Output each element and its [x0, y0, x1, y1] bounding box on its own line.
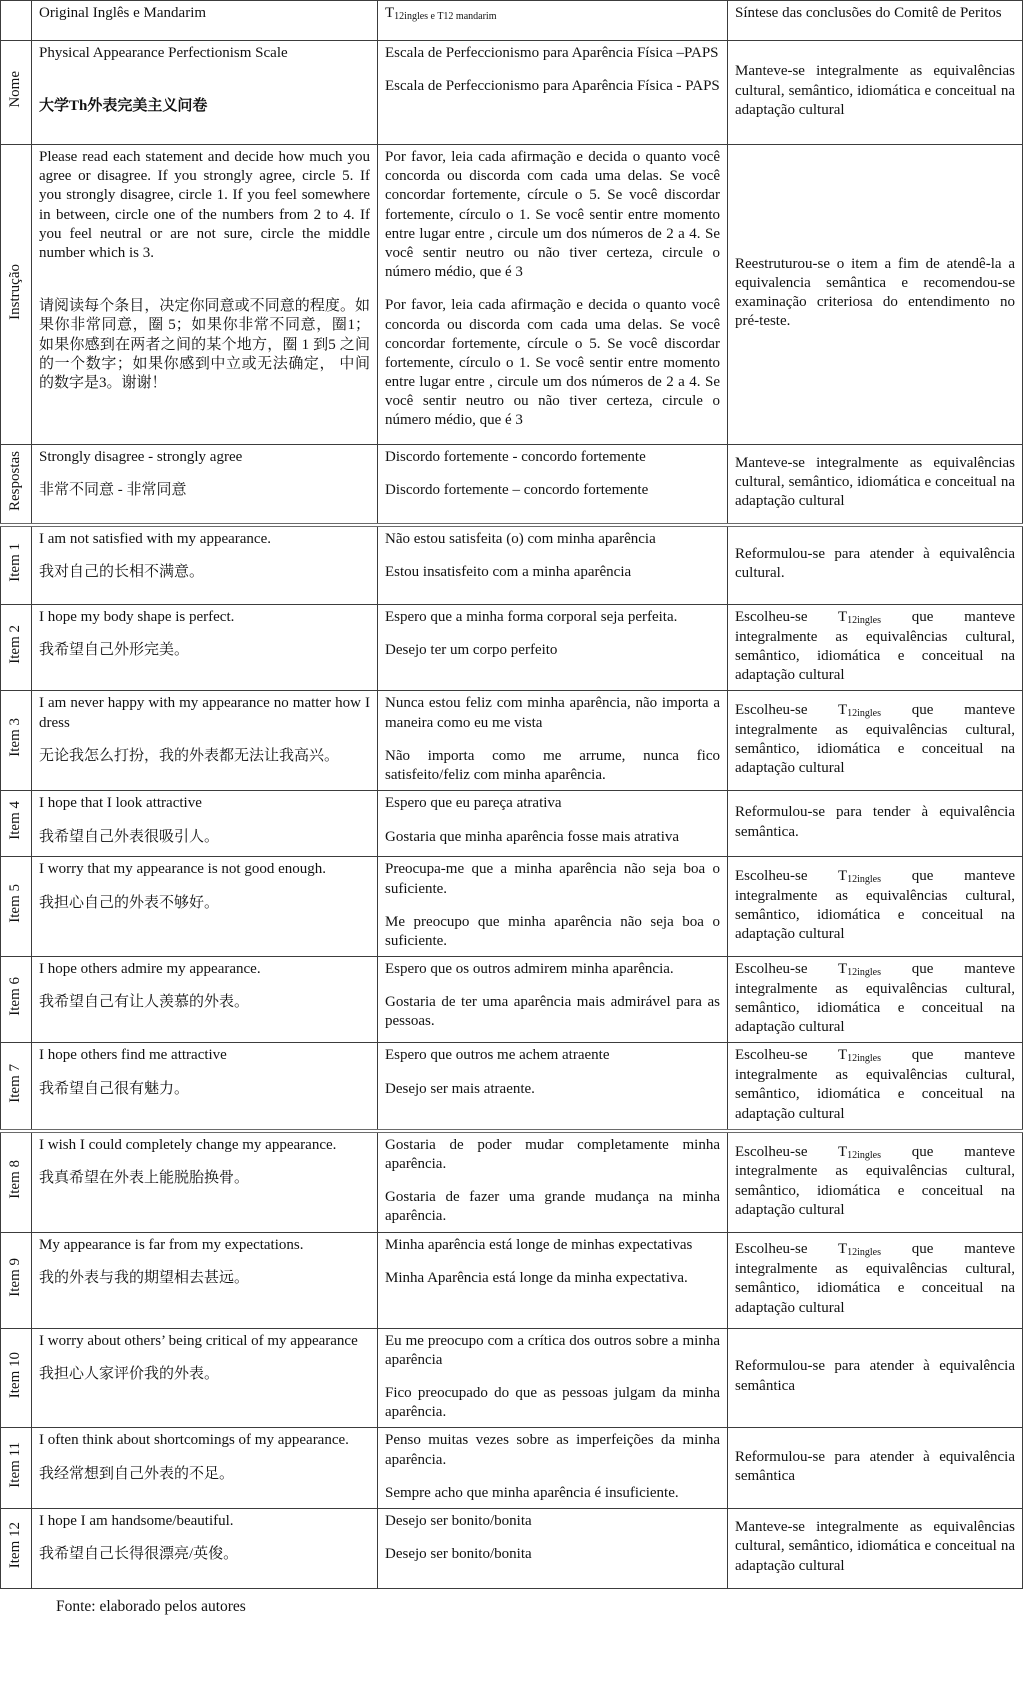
row-label: Item 11: [7, 1442, 24, 1488]
original-cell: [32, 957, 378, 1043]
translation-2: Fico preocupado do que as pessoas julgam da minha aparência.: [385, 1384, 720, 1421]
row-label: Item 2: [7, 625, 24, 664]
synthesis-text: [735, 803, 1015, 842]
original-mandarin: 我希望自己长得很漂亮/英俊。: [39, 1546, 239, 1563]
translation-1: Penso muitas vezes sobre as imperfeições da minha aparência.: [385, 1432, 720, 1468]
synthesis-subscript: 12ingles: [847, 874, 882, 886]
synthesis-pre: Escolheu-se T: [735, 1241, 848, 1258]
table-row-item-4: [1, 791, 1023, 857]
translation-cell: [378, 791, 728, 857]
synthesis-text: [735, 1448, 1015, 1487]
original-cell: [32, 791, 378, 857]
table-row-instrucao: [1, 145, 1023, 445]
synthesis-text: [735, 960, 1015, 1037]
translation-2: Estou insatisfeito com a minha aparência: [385, 563, 632, 580]
header-translation-subscript: 12ingles e T12 mandarim: [394, 11, 497, 22]
original-english: I worry that my appearance is not good enough.: [39, 861, 326, 878]
synthesis-pre: Reestruturou-se o item a fim de atendê-la a equivalencia semântica e recomendou-se examinação criteriosa do entendimento no pré-teste.: [735, 255, 1015, 330]
table-row-item-3: [1, 691, 1023, 791]
original-cell: [32, 691, 378, 791]
synthesis-subscript: 12ingles: [847, 967, 882, 979]
translation-2: Gostaria que minha aparência fosse mais atrativa: [385, 828, 680, 845]
synthesis-post: que manteve integralmente as equivalências cultural, semântico, idiomática e conceitual na adaptação cultural: [735, 1241, 1015, 1316]
translation-1: Espero que a minha forma corporal seja perfeita.: [385, 609, 678, 625]
synthesis-text: [735, 701, 1015, 778]
table-row-item-11: [1, 1428, 1023, 1509]
row-label-cell: [1, 1043, 32, 1131]
header-synthesis-label: Síntese das conclusões do Comitê de Peritos: [735, 5, 1002, 21]
synthesis-subscript: 12ingles: [847, 708, 882, 720]
translation-cell: [378, 957, 728, 1043]
table-row-item-5: [1, 857, 1023, 957]
original-mandarin: 我对自己的长相不满意。: [39, 563, 205, 580]
translation-cell: [378, 1131, 728, 1232]
original-cell: [32, 1131, 378, 1232]
original-english: I hope others admire my appearance.: [39, 961, 261, 978]
synthesis-text: [735, 608, 1015, 685]
translation-cell: [378, 1428, 728, 1509]
original-cell: [32, 857, 378, 957]
original-mandarin: 我的外表与我的期望相去甚远。: [39, 1269, 250, 1286]
synthesis-text: [735, 454, 1015, 512]
synthesis-pre: Escolheu-se T: [735, 1143, 848, 1160]
original-mandarin: 大学Th外表完美主义问卷: [39, 98, 208, 115]
row-label: Item 4: [7, 801, 24, 841]
original-english: I wish I could completely change my appearance.: [39, 1136, 337, 1153]
row-label-cell: [1, 857, 32, 957]
synthesis-pre: Escolheu-se T: [735, 609, 848, 625]
translation-1: Preocupa-me que a minha aparência não seja boa o suficiente.: [385, 861, 720, 897]
synthesis-pre: Reformulou-se para atender à equivalência cultural.: [735, 545, 1015, 581]
translation-cell: [378, 691, 728, 791]
original-english: Strongly disagree - strongly agree: [39, 449, 243, 465]
row-label-cell: [1, 41, 32, 145]
synthesis-post: que manteve integralmente as equivalências cultural, semântico, idiomática e conceitual na adaptação cultural: [735, 868, 1015, 943]
row-label: Item 9: [7, 1257, 24, 1297]
synthesis-cell: [728, 1131, 1023, 1232]
translation-2: Por favor, leia cada afirmação e decida o quanto você concorda ou discorda com cada uma delas. Se você concordar fortemente, círcule o 5. Se você discordar fortemente, círculo o 1. Se você sentir entre momento entre lugar entre , circule um dos números de 2 a 4. Se você sentir neutro ou não tiver certeza, circule o número médio, que é 3: [385, 297, 720, 429]
original-mandarin: 我真希望在外表上能脱胎换骨。: [39, 1170, 250, 1187]
original-english: I worry about others’ being critical of my appearance: [39, 1332, 358, 1349]
header-row: [1, 1, 1023, 41]
original-mandarin: 无论我怎么打扮，我的外表都无法让我高兴。: [39, 747, 340, 764]
synthesis-pre: Manteve-se integralmente as equivalências cultural, semântico, idiomática e conceitual na adaptação cultural: [735, 63, 1015, 118]
synthesis-post: que manteve integralmente as equivalências cultural, semântico, idiomática e conceitual na adaptação cultural: [735, 609, 1015, 684]
translation-1: Espero que outros me achem atraente: [385, 1047, 610, 1064]
original-mandarin: 我经常想到自己外表的不足。: [39, 1465, 235, 1482]
synthesis-cell: [728, 1508, 1023, 1588]
original-cell: [32, 1428, 378, 1509]
synthesis-pre: Manteve-se integralmente as equivalências cultural, semântico, idiomática e conceitual na adaptação cultural: [735, 454, 1015, 510]
translation-2: Desejo ser mais atraente.: [385, 1080, 535, 1097]
translation-2: Minha Aparência está longe da minha expectativa.: [385, 1269, 688, 1286]
synthesis-pre: Escolheu-se T: [735, 702, 848, 719]
row-label: Item 8: [7, 1159, 24, 1199]
translation-2: Desejo ter um corpo perfeito: [385, 642, 558, 659]
translation-2: Gostaria de ter uma aparência mais admirável para as pessoas.: [385, 994, 720, 1030]
row-label-cell: [1, 1232, 32, 1328]
translation-1: Não estou satisfeita (o) com minha aparência: [385, 530, 656, 547]
translation-cell: [378, 857, 728, 957]
original-cell: [32, 1508, 378, 1588]
synthesis-cell: [728, 1428, 1023, 1509]
original-mandarin: 我希望自己很有魅力。: [39, 1080, 190, 1097]
translation-2: Gostaria de fazer uma grande mudança na minha aparência.: [385, 1189, 720, 1225]
translation-cell: [378, 41, 728, 145]
row-label-cell: [1, 1508, 32, 1588]
row-label-cell: [1, 145, 32, 445]
synthesis-subscript: 12ingles: [847, 1149, 882, 1161]
table-row-item-6: [1, 957, 1023, 1043]
translation-cell: [378, 1232, 728, 1328]
original-cell: [32, 605, 378, 691]
row-label: Instrução: [7, 263, 24, 320]
synthesis-post: que manteve integralmente as equivalências cultural, semântico, idiomática e conceitual na adaptação cultural: [735, 1143, 1015, 1218]
translation-cell: [378, 1328, 728, 1428]
original-cell: [32, 1328, 378, 1428]
synthesis-post: que manteve integralmente as equivalências cultural, semântico, idiomática e conceitual na adaptação cultural: [735, 961, 1015, 1036]
synthesis-subscript: 12ingles: [847, 615, 882, 626]
row-label: Respostas: [7, 450, 24, 511]
translation-cell: [378, 525, 728, 605]
table-row-item-10: [1, 1328, 1023, 1428]
row-label-cell: [1, 957, 32, 1043]
synthesis-pre: Manteve-se integralmente as equivalências cultural, semântico, idiomática e conceitual na adaptação cultural: [735, 1519, 1015, 1574]
synthesis-cell: [728, 1328, 1023, 1428]
table-row-respostas: [1, 445, 1023, 525]
synthesis-pre: Reformulou-se para atender à equivalência semântica: [735, 1448, 1015, 1484]
synthesis-cell: [728, 525, 1023, 605]
original-cell: [32, 445, 378, 525]
original-cell: [32, 1232, 378, 1328]
synthesis-cell: [728, 1232, 1023, 1328]
synthesis-pre: Escolheu-se T: [735, 1047, 848, 1064]
synthesis-cell: [728, 605, 1023, 691]
original-english: Physical Appearance Perfectionism Scale: [39, 45, 288, 61]
row-label: Item 3: [7, 718, 24, 758]
original-english: I am never happy with my appearance no matter how I dress: [39, 695, 370, 731]
translation-1: Nunca estou feliz com minha aparência, não importa a maneira como eu me vista: [385, 695, 720, 731]
translation-1: Desejo ser bonito/bonita: [385, 1512, 532, 1529]
translation-2: Sempre acho que minha aparência é insuficiente.: [385, 1484, 679, 1501]
original-english: I hope I am handsome/beautiful.: [39, 1512, 234, 1529]
row-label: Item 1: [7, 542, 24, 582]
row-label-cell: [1, 1428, 32, 1509]
table-row-item-7: [1, 1043, 1023, 1131]
row-label-cell: [1, 525, 32, 605]
synthesis-text: [735, 1046, 1015, 1123]
synthesis-post: que manteve integralmente as equivalências cultural, semântico, idiomática e conceitual na adaptação cultural: [735, 702, 1015, 777]
translation-1: Minha aparência está longe de minhas expectativas: [385, 1236, 693, 1253]
synthesis-pre: Escolheu-se T: [735, 868, 848, 885]
table-source: Fonte: elaborado pelos autores: [56, 1597, 246, 1615]
synthesis-pre: Reformulou-se para atender à equivalência semântica: [735, 1358, 1015, 1394]
translation-2: Desejo ser bonito/bonita: [385, 1546, 532, 1563]
original-mandarin: 我希望自己有让人羡慕的外表。: [39, 994, 250, 1011]
original-english: My appearance is far from my expectations.: [39, 1236, 304, 1253]
header-original-cell: [32, 1, 378, 41]
original-cell: [32, 1043, 378, 1131]
translation-1: Por favor, leia cada afirmação e decida o quanto você concorda ou discorda com cada uma delas. Se você concordar fortemente, círcule o 5. Se você discordar fortemente, círculo o 1. Se você sentir entre momento entre lugar entre , circule um dos números de 2 a 4. Se você sentir neutro ou não tiver certeza, circule o número médio, que é 3: [385, 149, 720, 281]
translation-2: Não importa como me arrume, nunca fico satisfeito/feliz com minha aparência.: [385, 747, 720, 783]
synthesis-pre: Reformulou-se para tender à equivalência semântica.: [735, 804, 1015, 840]
row-label: Item 6: [7, 977, 24, 1017]
translation-cell: [378, 605, 728, 691]
table-row-item-9: [1, 1232, 1023, 1328]
synthesis-subscript: 12ingles: [847, 1053, 882, 1065]
synthesis-cell: [728, 1043, 1023, 1131]
row-label: Item 5: [7, 884, 24, 924]
row-label-cell: [1, 1328, 32, 1428]
original-english: I hope that I look attractive: [39, 795, 202, 812]
header-translation-prefix: T: [385, 5, 395, 21]
row-label: Item 12: [7, 1522, 24, 1569]
table-row-item-1: [1, 525, 1023, 605]
synthesis-text: [735, 1143, 1015, 1220]
translation-1: Espero que eu pareça atrativa: [385, 795, 562, 812]
header-translation-cell: [378, 1, 728, 41]
synthesis-cell: [728, 957, 1023, 1043]
translation-2: Discordo fortemente – concordo fortemente: [385, 482, 649, 499]
header-translation-label: [385, 4, 720, 24]
original-mandarin: 我希望自己外形完美。: [39, 642, 190, 659]
synthesis-text: [735, 255, 1015, 332]
synthesis-text: [735, 1518, 1015, 1576]
translation-1: Eu me preocupo com a crítica dos outros sobre a minha aparência: [385, 1332, 720, 1368]
original-mandarin: 我担心人家评价我的外表。: [39, 1365, 220, 1382]
original-mandarin: 我希望自己外表很吸引人。: [39, 828, 220, 845]
translation-1: Escala de Perfeccionismo para Aparência Física –PAPS: [385, 45, 719, 61]
table-row-nome: [1, 41, 1023, 145]
table-row-item-2: [1, 605, 1023, 691]
row-label-cell: [1, 691, 32, 791]
row-label: Item 7: [7, 1063, 24, 1103]
synthesis-subscript: 12ingles: [847, 1247, 882, 1259]
table-row-item-12: [1, 1508, 1023, 1588]
synthesis-text: [735, 1240, 1015, 1317]
translation-cell: [378, 1508, 728, 1588]
synthesis-cell: [728, 445, 1023, 525]
synthesis-text: [735, 62, 1015, 120]
synthesis-cell: [728, 41, 1023, 145]
original-cell: [32, 525, 378, 605]
original-english: I often think about shortcomings of my appearance.: [39, 1432, 349, 1449]
header-synthesis-cell: [728, 1, 1023, 41]
original-english: I hope others find me attractive: [39, 1047, 227, 1064]
translation-cell: [378, 445, 728, 525]
original-cell: [32, 145, 378, 445]
synthesis-pre: Escolheu-se T: [735, 961, 848, 978]
row-label-cell: [1, 605, 32, 691]
translation-cell: [378, 1043, 728, 1131]
original-mandarin: 非常不同意 - 非常同意: [39, 482, 187, 499]
original-english: I hope my body shape is perfect.: [39, 609, 235, 625]
translation-1: Espero que os outros admirem minha aparência.: [385, 961, 674, 978]
header-original-label: Original Inglês e Mandarim: [39, 5, 207, 21]
synthesis-text: [735, 1357, 1015, 1396]
original-english: I am not satisfied with my appearance.: [39, 530, 272, 547]
row-label: Nome: [7, 71, 24, 108]
synthesis-post: que manteve integralmente as equivalências cultural, semântico, idiomática e conceitual na adaptação cultural: [735, 1047, 1015, 1122]
synthesis-cell: [728, 145, 1023, 445]
row-label-cell: [1, 1131, 32, 1232]
translation-2: Me preocupo que minha aparência não seja boa o suficiente.: [385, 913, 720, 949]
header-corner-cell: [1, 1, 32, 41]
translation-1: Discordo fortemente - concordo fortemente: [385, 449, 646, 465]
original-mandarin: 请阅读每个条目，决定你同意或不同意的程度。如果你非常同意，圈 5；如果你非常不同意，圈1；如果你感到在两者之间的某个地方，圈 1 到5 之间的一个数字；如果你感到中立或无法确定， 中间的数字是3。谢谢！: [39, 298, 370, 391]
row-label: Item 10: [7, 1351, 24, 1398]
row-label-cell: [1, 445, 32, 525]
original-mandarin: 我担心自己的外表不够好。: [39, 894, 220, 911]
synthesis-cell: [728, 691, 1023, 791]
original-english: Please read each statement and decide how much you agree or disagree. If you strongly agree, circle 5. If you strongly disagree, circle 1. If you feel somewhere in between, circle one of the numbers from 2 to 4. If you feel neutral or are not sure, circle the middle number which is 3.: [39, 149, 370, 261]
table-row-item-8: [1, 1131, 1023, 1232]
synthesis-text: [735, 545, 1015, 584]
translation-cell: [378, 145, 728, 445]
row-label-cell: [1, 791, 32, 857]
translation-2: Escala de Perfeccionismo para Aparência Física - PAPS: [385, 78, 720, 95]
original-cell: [32, 41, 378, 145]
translation-1: Gostaria de poder mudar completamente minha aparência.: [385, 1136, 720, 1173]
synthesis-cell: [728, 857, 1023, 957]
synthesis-cell: [728, 791, 1023, 857]
synthesis-text: [735, 867, 1015, 944]
